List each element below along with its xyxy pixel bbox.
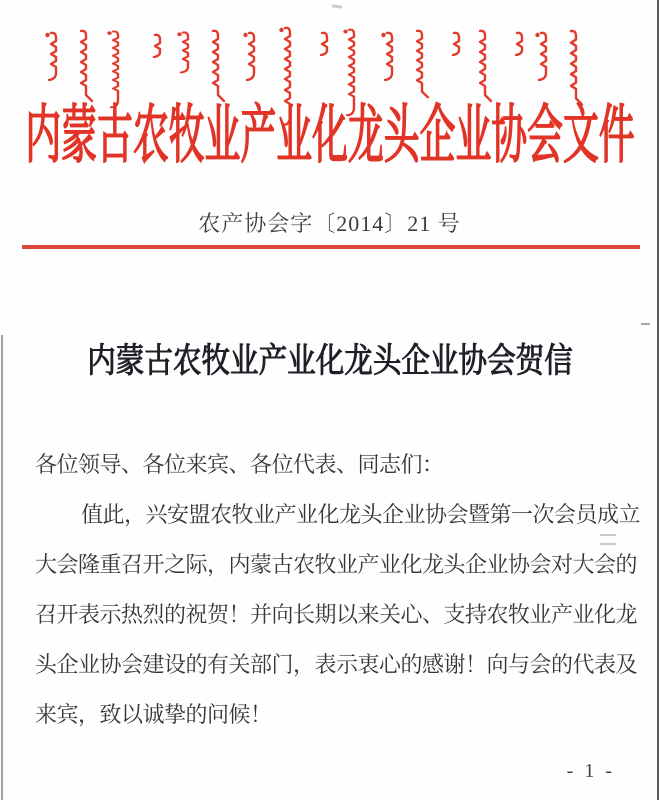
org-document-title: 内蒙古农牧业产业化龙头企业协会文件 (24, 100, 635, 171)
scan-speck (332, 4, 342, 8)
page-number: - 1 - (566, 760, 615, 782)
body-text-line: 值此，兴安盟农牧业产业化龙头企业协会暨第一次会员成立 (81, 502, 641, 527)
letter-title: 内蒙古农牧业产业化龙头企业协会贺信 (86, 343, 573, 380)
body-text-line: 头企业协会建设的有关部门，表示衷心的感谢！向与会的代表及 (35, 652, 638, 677)
document-number: 农产协会字〔2014〕21 号 (198, 211, 461, 236)
salutation: 各位领导、各位来宾、各位代表、同志们： (35, 452, 444, 477)
body-text-line: 大会隆重召开之际，内蒙古农牧业产业化龙头企业协会对大会的 (35, 552, 638, 577)
masthead (0, 96, 659, 176)
letter-body (35, 448, 641, 748)
body-text-line: 来宾，致以诚挚的问候！ (35, 702, 272, 727)
red-divider-rule (22, 245, 640, 249)
body-text-line: 召开表示热烈的祝贺！并向长期以来关心、支持农牧业产业化龙 (35, 602, 638, 627)
scan-speck (600, 534, 616, 545)
scan-edge-left (1, 335, 3, 800)
letter-title-row (0, 340, 659, 384)
scan-speck (641, 323, 650, 325)
